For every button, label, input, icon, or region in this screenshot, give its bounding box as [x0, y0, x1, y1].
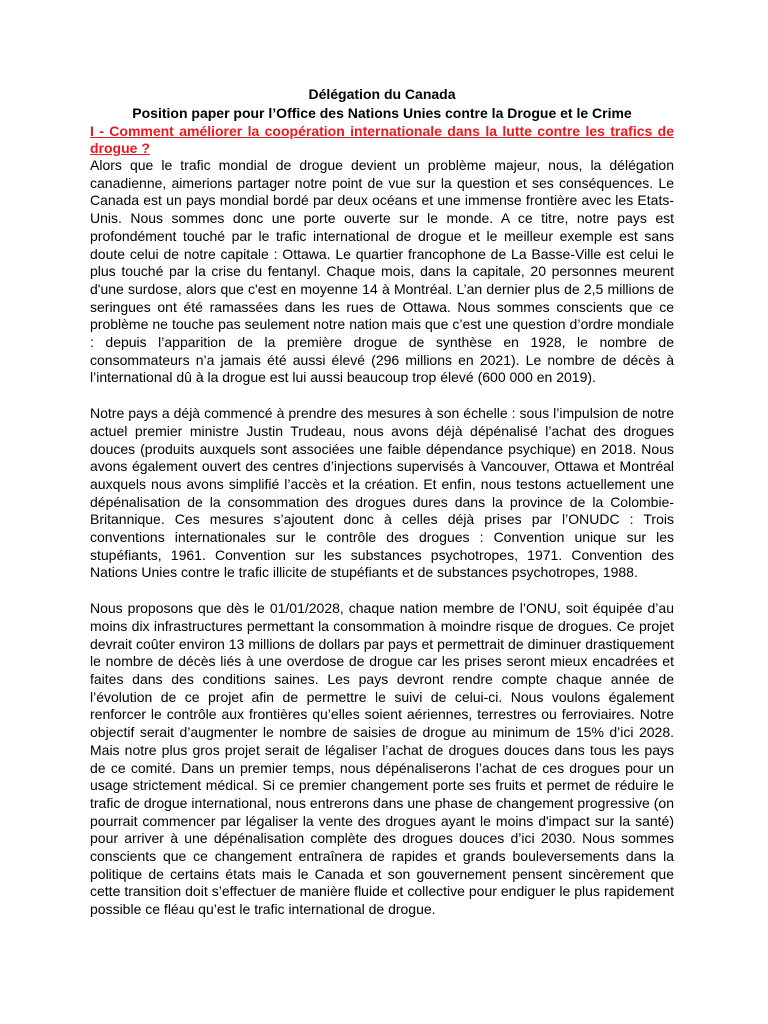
document-title: Délégation du Canada	[308, 86, 456, 102]
document-page	[90, 85, 674, 919]
paragraph-spacer	[90, 387, 674, 405]
paragraph-context: Alors que le trafic mondial de drogue devient un problème majeur, nous, la délégation canadienne, aimerions partager notre point de vue sur la question et ses conséquences. Le Canada est un pays mondial bordé par deux océans et une immense frontière avec les Etats-Unis. Nous sommes donc une porte ouverte sur le monde. A ce titre, notre pays est profondément touché par le trafic international de drogue et le meilleur exemple est sans doute celui de notre capitale : Ottawa. Le quartier francophone de La Basse-Ville est celui le plus touché par la crise du fentanyl. Chaque mois, dans la capitale, 20 personnes meurent d'une surdose, alors que c'est en moyenne 14 à Montréal. L’an dernier plus de 2,5 millions de seringues ont été ramassées dans les rues de Ottawa. Nous sommes conscients que ce problème ne touche pas seulement notre nation mais que c’est une question d’ordre mondiale : depuis l’apparition de la première drogue de synthèse en 1928, le nombre de consommateurs n’a jamais été aussi élevé (296 millions en 2021). Le nombre de décès à l’international dû à la drogue est lui aussi beaucoup trop élevé (600 000 en 2019).	[90, 157, 674, 386]
document-subtitle: Position paper pour l’Office des Nations Unies contre la Drogue et le Crime	[132, 105, 632, 121]
section-heading: I - Comment améliorer la coopération internationale dans la lutte contre les trafics de drogue ?	[90, 123, 674, 156]
paragraph-spacer	[90, 582, 674, 600]
paragraph-measures: Notre pays a déjà commencé à prendre des mesures à son échelle : sous l’impulsion de notre actuel premier ministre Justin Trudeau, nous avons déjà dépénalisé l’achat des drogues douces (produits auxquels sont associées une faible dépendance psychique) en 2018. Nous avons également ouvert des centres d’injections supervisés à Vancouver, Ottawa et Montréal auxquels nous avons simplifié l’accès et la création. Et enfin, nous testons actuellement une dépénalisation de la consommation des drogues dures dans la province de la Colombie-Britannique. Ces mesures s’ajoutent donc à celles déjà prises par l’ONUDC : Trois conventions internationales sur le contrôle des drogues : Convention unique sur les stupéfiants, 1961. Convention sur les substances psychotropes, 1971. Convention des Nations Unies contre le trafic illicite de stupéfiants et de substances psychotropes, 1988.	[90, 405, 674, 581]
paragraph-proposals: Nous proposons que dès le 01/01/2028, chaque nation membre de l’ONU, soit équipée d’au moins dix infrastructures permettant la consommation à moindre risque de drogues. Ce projet devrait coûter environ 13 millions de dollars par pays et permettrait de diminuer drastiquement le nombre de décès liés à une overdose de drogue car les prises seront mieux encadrées et faites dans des conditions saines. Les pays devront rendre compte chaque année de l’évolution de ce projet afin de permettre le suivi de celui-ci. Nous voulons également renforcer le contrôle aux frontières qu’elles soient aériennes, terrestres ou ferroviaires. Notre objectif serait d’augmenter le nombre de saisies de drogue au minimum de 15% d’ici 2028. Mais notre plus gros projet serait de légaliser l’achat de drogues douces dans tous les pays de ce comité. Dans un premier temps, nous dépénaliserons l’achat de ces drogues pour un usage strictement médical. Si ce premier changement porte ses fruits et permet de réduire le trafic de drogue international, nous entrerons dans une phase de changement progressive (on pourrait commencer par légaliser la vente des drogues ayant le moins d'impact sur la santé) pour arriver à une dépénalisation complète des drogues douces d’ici 2030. Nous sommes conscients que ce changement entraînera de rapides et grands bouleversements dans la politique de certains états mais le Canada et son gouvernement pensent sincèrement que cette transition doit s’effectuer de manière fluide et collective pour endiguer le plus rapidement possible ce fléau qu’est le trafic international de drogue.	[90, 600, 674, 918]
